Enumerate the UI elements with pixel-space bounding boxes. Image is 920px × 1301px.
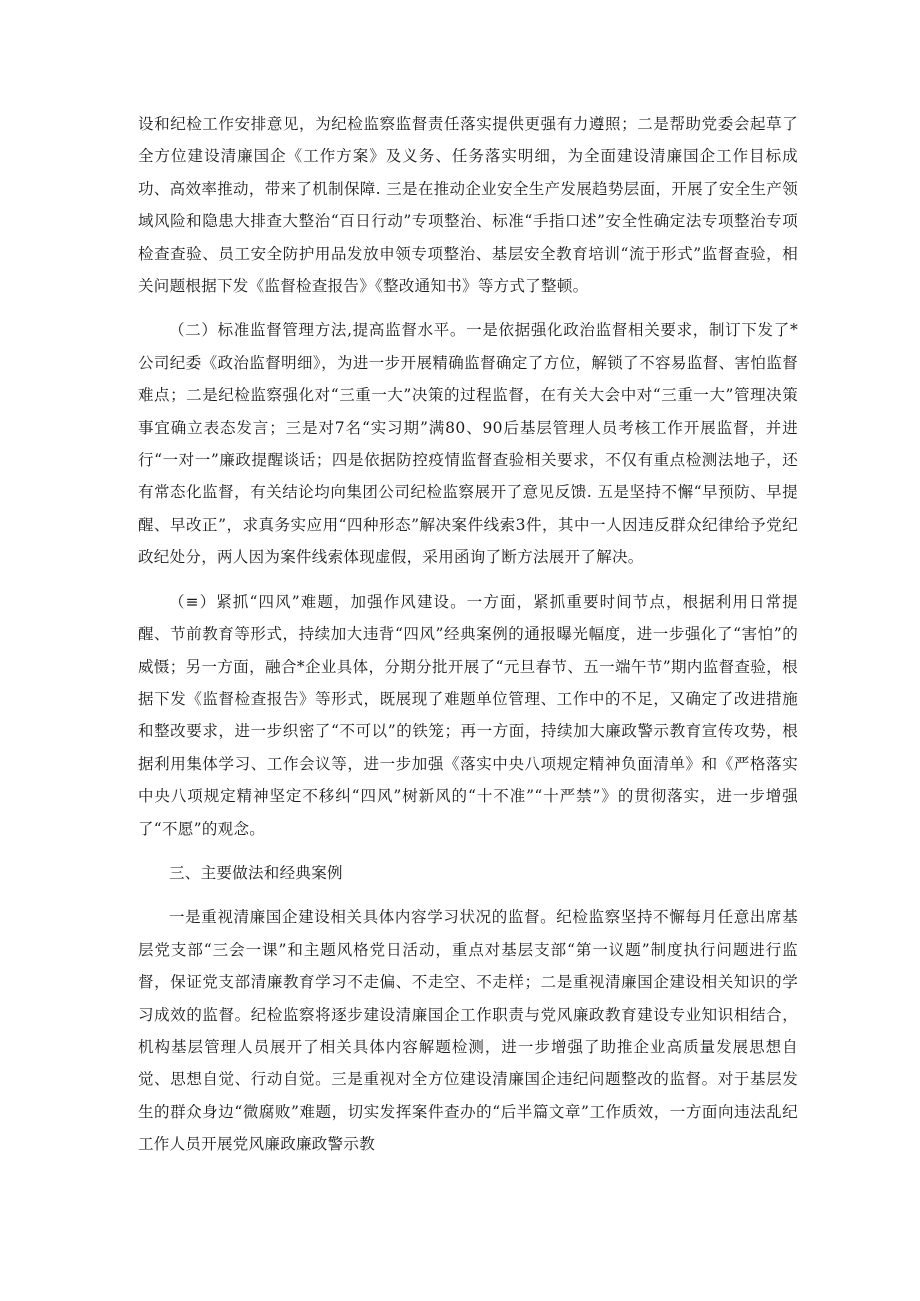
paragraph-key-practices: 一是重视清廉国企建设相关具体内容学习状况的监督。纪检监察坚持不懈每月任意出席基层党支部“三会一课”和主题风格党日活动，重点对基层支部“第一议题”制度执行问题进行监督，保证党支部清廉教育学习不走偏、不走空、不走样；二是重视清廉国企建设相关知识的学习成效的监督。纪检监察将逐步建设清廉国企工作职责与党风廉政教育建设专业知识相结合，机构基层管理人员展开了相关具体内容解题检测，进一步增强了助推企业高质量发展思想自觉、思想自觉、行动自觉。三是重视对全方位建设清廉国企违纪问题整改的监督。对于基层发生的群众身边“微腐败”难题，切实发挥案件查办的“后半篇文章”工作质效，一方面向违法乱纪工作人员开展党风廉政廉政警示教: [138, 908, 798, 1154]
section-heading-main-practices: 三、主要做法和经典案例: [169, 863, 343, 882]
document-page: [138, 108, 798, 1161]
paragraph-standard-supervision: （二）标准监督管理方法,提高监督水平。一是依据强化政治监督相关要求，制订下发了*公司纪委《政治监督明细》，为进一步开展精确监督确定了方位，解锁了不容易监督、害怕监督难点；二是纪检监察强化对“三重一大”决策的过程监督，在有关大会中对“三重一大”管理决策事宜确立表态发言；三是对7名“实习期”满80、90后基层管理人员考核工作开展监督，并进行“一对一”廉政提醒谈话；四是依据防控疫情监督查验相关要求，不仅有重点检测法地子，还有常态化监督，有关结论均向集团公司纪检监察展开了意见反馈. 五是坚持不懈“早预防、早提醒、早改正”，求真务实应用“四种形态”解决案件线索3件，其中一人因违反群众纪律给予党纪政纪处分，两人因为案件线索体现虚假，采用函询了断方法展开了解决。: [138, 321, 798, 567]
paragraph-continuation: 设和纪检工作安排意见，为纪检监察监督责任落实提供更强有力遵照；二是帮助党委会起草了全方位建设清廉国企《工作方案》及义务、任务落实明细，为全面建设清廉国企工作目标成功、高效率推动，带来了机制保障. 三是在推动企业安全生产发展趋势层面，开展了安全生产领域风险和隐患大排查大整治“百日行动”专项整治、标准“手指口述”安全性确定法专项整治专项检查查验、员工安全防护用品发放申领专项整治、基层安全教育培训“流于形式”监督查验，相关问题根据下发《监督检查报告》《整改通知书》等方式了整顿。: [138, 115, 798, 296]
paragraph-four-winds: （≡）紧抓“四风”难题，加强作风建设。一方面，紧抓重要时间节点，根据利用日常提醒、节前教育等形式，持续加大违背“四风”经典案例的通报曝光幅度，进一步强化了“害怕”的威慑；另一方面，融合*企业具体，分期分批开展了“元旦春节、五一端午节”期内监督查验，根据下发《监督检查报告》等形式，既展现了难题单位管理、工作中的不足，又确定了改进措施和整改要求，进一步织密了“不可以”的铁笼；再一方面，持续加大廉政警示教育宣传攻势，根据利用集体学习、工作会议等，进一步加强《落实中央八项规定精神负面清单》和《严格落实中央八项规定精神坚定不移纠“四风”树新风的“十不准”“十严禁”》的贯彻落实，进一步增强了“不愿”的观念。: [138, 592, 798, 838]
